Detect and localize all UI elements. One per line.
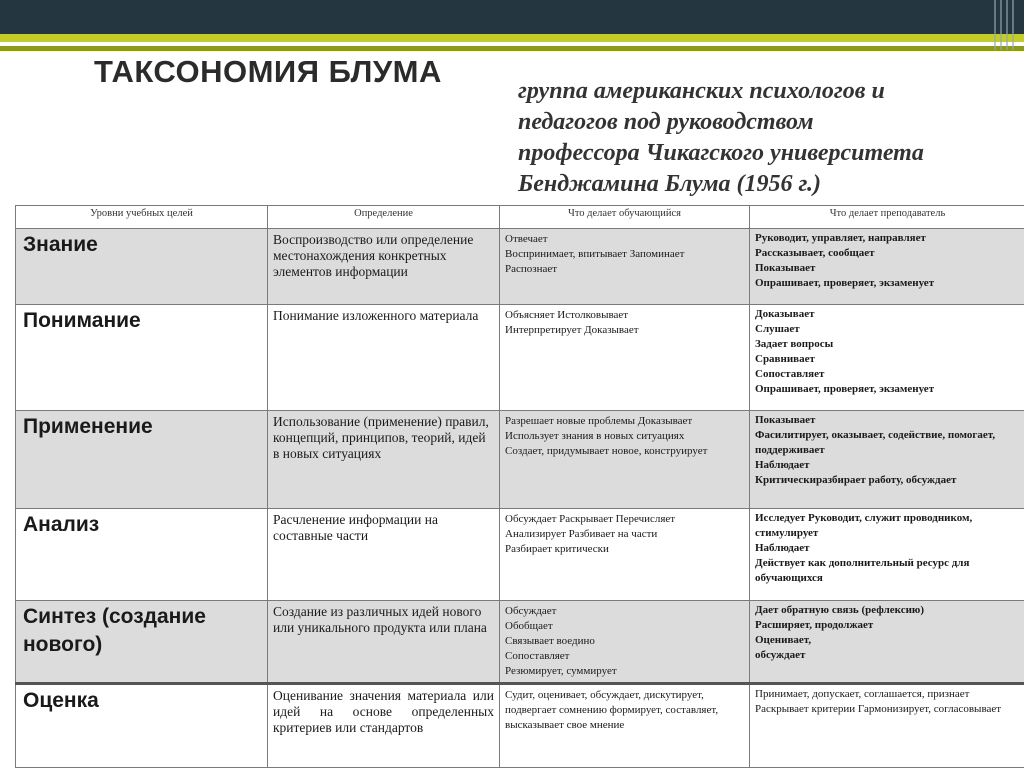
- slide-subtitle: [518, 76, 1018, 200]
- header-teacher: Что делает преподаватель: [750, 206, 1024, 229]
- level-name: Оценка: [16, 684, 268, 768]
- teacher-action: Действует как дополнительный ресурс для обучающихся: [755, 557, 970, 584]
- teacher-action: Принимает, допускает, соглашается, признает Раскрывает критерии Гармонизирует, согласовывает: [755, 688, 1002, 715]
- learner-action: Использует знания в новых ситуациях: [505, 430, 685, 442]
- teacher-actions: [750, 601, 1024, 684]
- teacher-action: Наблюдает: [755, 542, 810, 554]
- table-row: [16, 305, 1024, 411]
- teacher-actions: [750, 229, 1024, 305]
- learner-action: Обсуждает: [505, 605, 557, 617]
- teacher-action: Задает вопросы: [755, 338, 834, 350]
- learner-action: Резюмирует, суммирует: [505, 665, 617, 677]
- subtitle-line: группа американских психологов и: [518, 78, 885, 104]
- learner-action: Отвечает: [505, 233, 548, 245]
- level-definition: Расчленение информации на составные части: [268, 509, 500, 601]
- learner-actions: [500, 509, 750, 601]
- header-learner: Что делает обучающийся: [500, 206, 750, 229]
- header-definition: Определение: [268, 206, 500, 229]
- teacher-action: Оценивает,: [755, 634, 812, 646]
- learner-actions: [500, 411, 750, 509]
- teacher-action: Сравнивает: [755, 353, 815, 365]
- teacher-action: Руководит, управляет, направляет: [755, 232, 926, 244]
- header-levels: Уровни учебных целей: [16, 206, 268, 229]
- teacher-actions: [750, 305, 1024, 411]
- learner-action: Воспринимает, впитывает Запоминает: [505, 248, 685, 260]
- teacher-action: Расширяет, продолжает: [755, 619, 874, 631]
- learner-actions: [500, 229, 750, 305]
- learner-action: Объясняет Истолковывает: [505, 309, 629, 321]
- learner-action: Разрешает новые проблемы Доказывает: [505, 415, 693, 427]
- level-definition: Понимание изложенного материала: [268, 305, 500, 411]
- learner-action: Создает, придумывает новое, конструирует: [505, 445, 708, 457]
- slide-title: ТАКСОНОМИЯ БЛУМА: [94, 54, 442, 89]
- teacher-action: Рассказывает, сообщает: [755, 247, 875, 259]
- learner-action: Распознает: [505, 263, 558, 275]
- learner-action: Обсуждает Раскрывает Перечисляет: [505, 513, 676, 525]
- bloom-taxonomy-table: [15, 205, 1024, 768]
- learner-action: Анализирует Разбивает на части: [505, 528, 658, 540]
- teacher-action: Дает обратную связь (рефлексию): [755, 604, 924, 616]
- level-name: Применение: [16, 411, 268, 509]
- teacher-actions: [750, 684, 1024, 768]
- level-definition: Воспроизводство или определение местонахождения конкретных элементов информации: [268, 229, 500, 305]
- learner-action: Обобщает: [505, 620, 553, 632]
- table-row: [16, 684, 1024, 768]
- teacher-action: Опрашивает, проверяет, экзаменует: [755, 277, 935, 289]
- table-header-row: [16, 206, 1024, 229]
- learner-action: Судит, оценивает, обсуждает, дискутирует, подвергает сомнению формирует, составляет, высказывает свое мнение: [505, 689, 719, 731]
- level-name: Понимание: [16, 305, 268, 411]
- learner-actions: [500, 684, 750, 768]
- teacher-action: Критическиразбирает работу, обсуждает: [755, 474, 957, 486]
- learner-action: Интерпретирует Доказывает: [505, 324, 639, 336]
- table-row: [16, 411, 1024, 509]
- level-definition: Оценивание значения материала или идей на основе определенных критериев или стандартов: [268, 684, 500, 768]
- table-row: [16, 509, 1024, 601]
- level-definition: Использование (применение) правил, концепций, принципов, теорий, идей в новых ситуациях: [268, 411, 500, 509]
- learner-actions: [500, 305, 750, 411]
- teacher-action: Сопоставляет: [755, 368, 825, 380]
- teacher-action: Слушает: [755, 323, 800, 335]
- teacher-action: Показывает: [755, 262, 816, 274]
- learner-action: Разбирает критически: [505, 543, 609, 555]
- accent-stripe: [0, 34, 1024, 42]
- learner-actions: [500, 601, 750, 684]
- subtitle-line: Бенджамина Блума (1956 г.): [518, 171, 822, 197]
- top-banner: [0, 0, 1024, 34]
- subtitle-line: педагогов под руководством: [518, 109, 814, 135]
- table-row: [16, 229, 1024, 305]
- teacher-action: обсуждает: [755, 649, 806, 661]
- learner-action: Связывает воедино: [505, 635, 595, 647]
- decorative-lines: [994, 0, 1020, 50]
- teacher-actions: [750, 411, 1024, 509]
- level-definition: Создание из различных идей нового или уникального продукта или плана: [268, 601, 500, 684]
- table-row: [16, 601, 1024, 684]
- teacher-action: Опрашивает, проверяет, экзаменует: [755, 383, 935, 395]
- teacher-action: Доказывает: [755, 308, 815, 320]
- teacher-action: Наблюдает: [755, 459, 810, 471]
- level-name: Анализ: [16, 509, 268, 601]
- teacher-action: Показывает: [755, 414, 816, 426]
- level-name: Знание: [16, 229, 268, 305]
- subtitle-line: профессора Чикагского университета: [518, 140, 924, 166]
- learner-action: Сопоставляет: [505, 650, 570, 662]
- teacher-action: Исследует Руководит, служит проводником, стимулирует: [755, 512, 973, 539]
- level-name: Синтез (создание нового): [16, 601, 268, 684]
- teacher-action: Фасилитирует, оказывает, содействие, помогает, поддерживает: [755, 429, 996, 456]
- teacher-actions: [750, 509, 1024, 601]
- accent-stripe-dark: [0, 46, 1024, 51]
